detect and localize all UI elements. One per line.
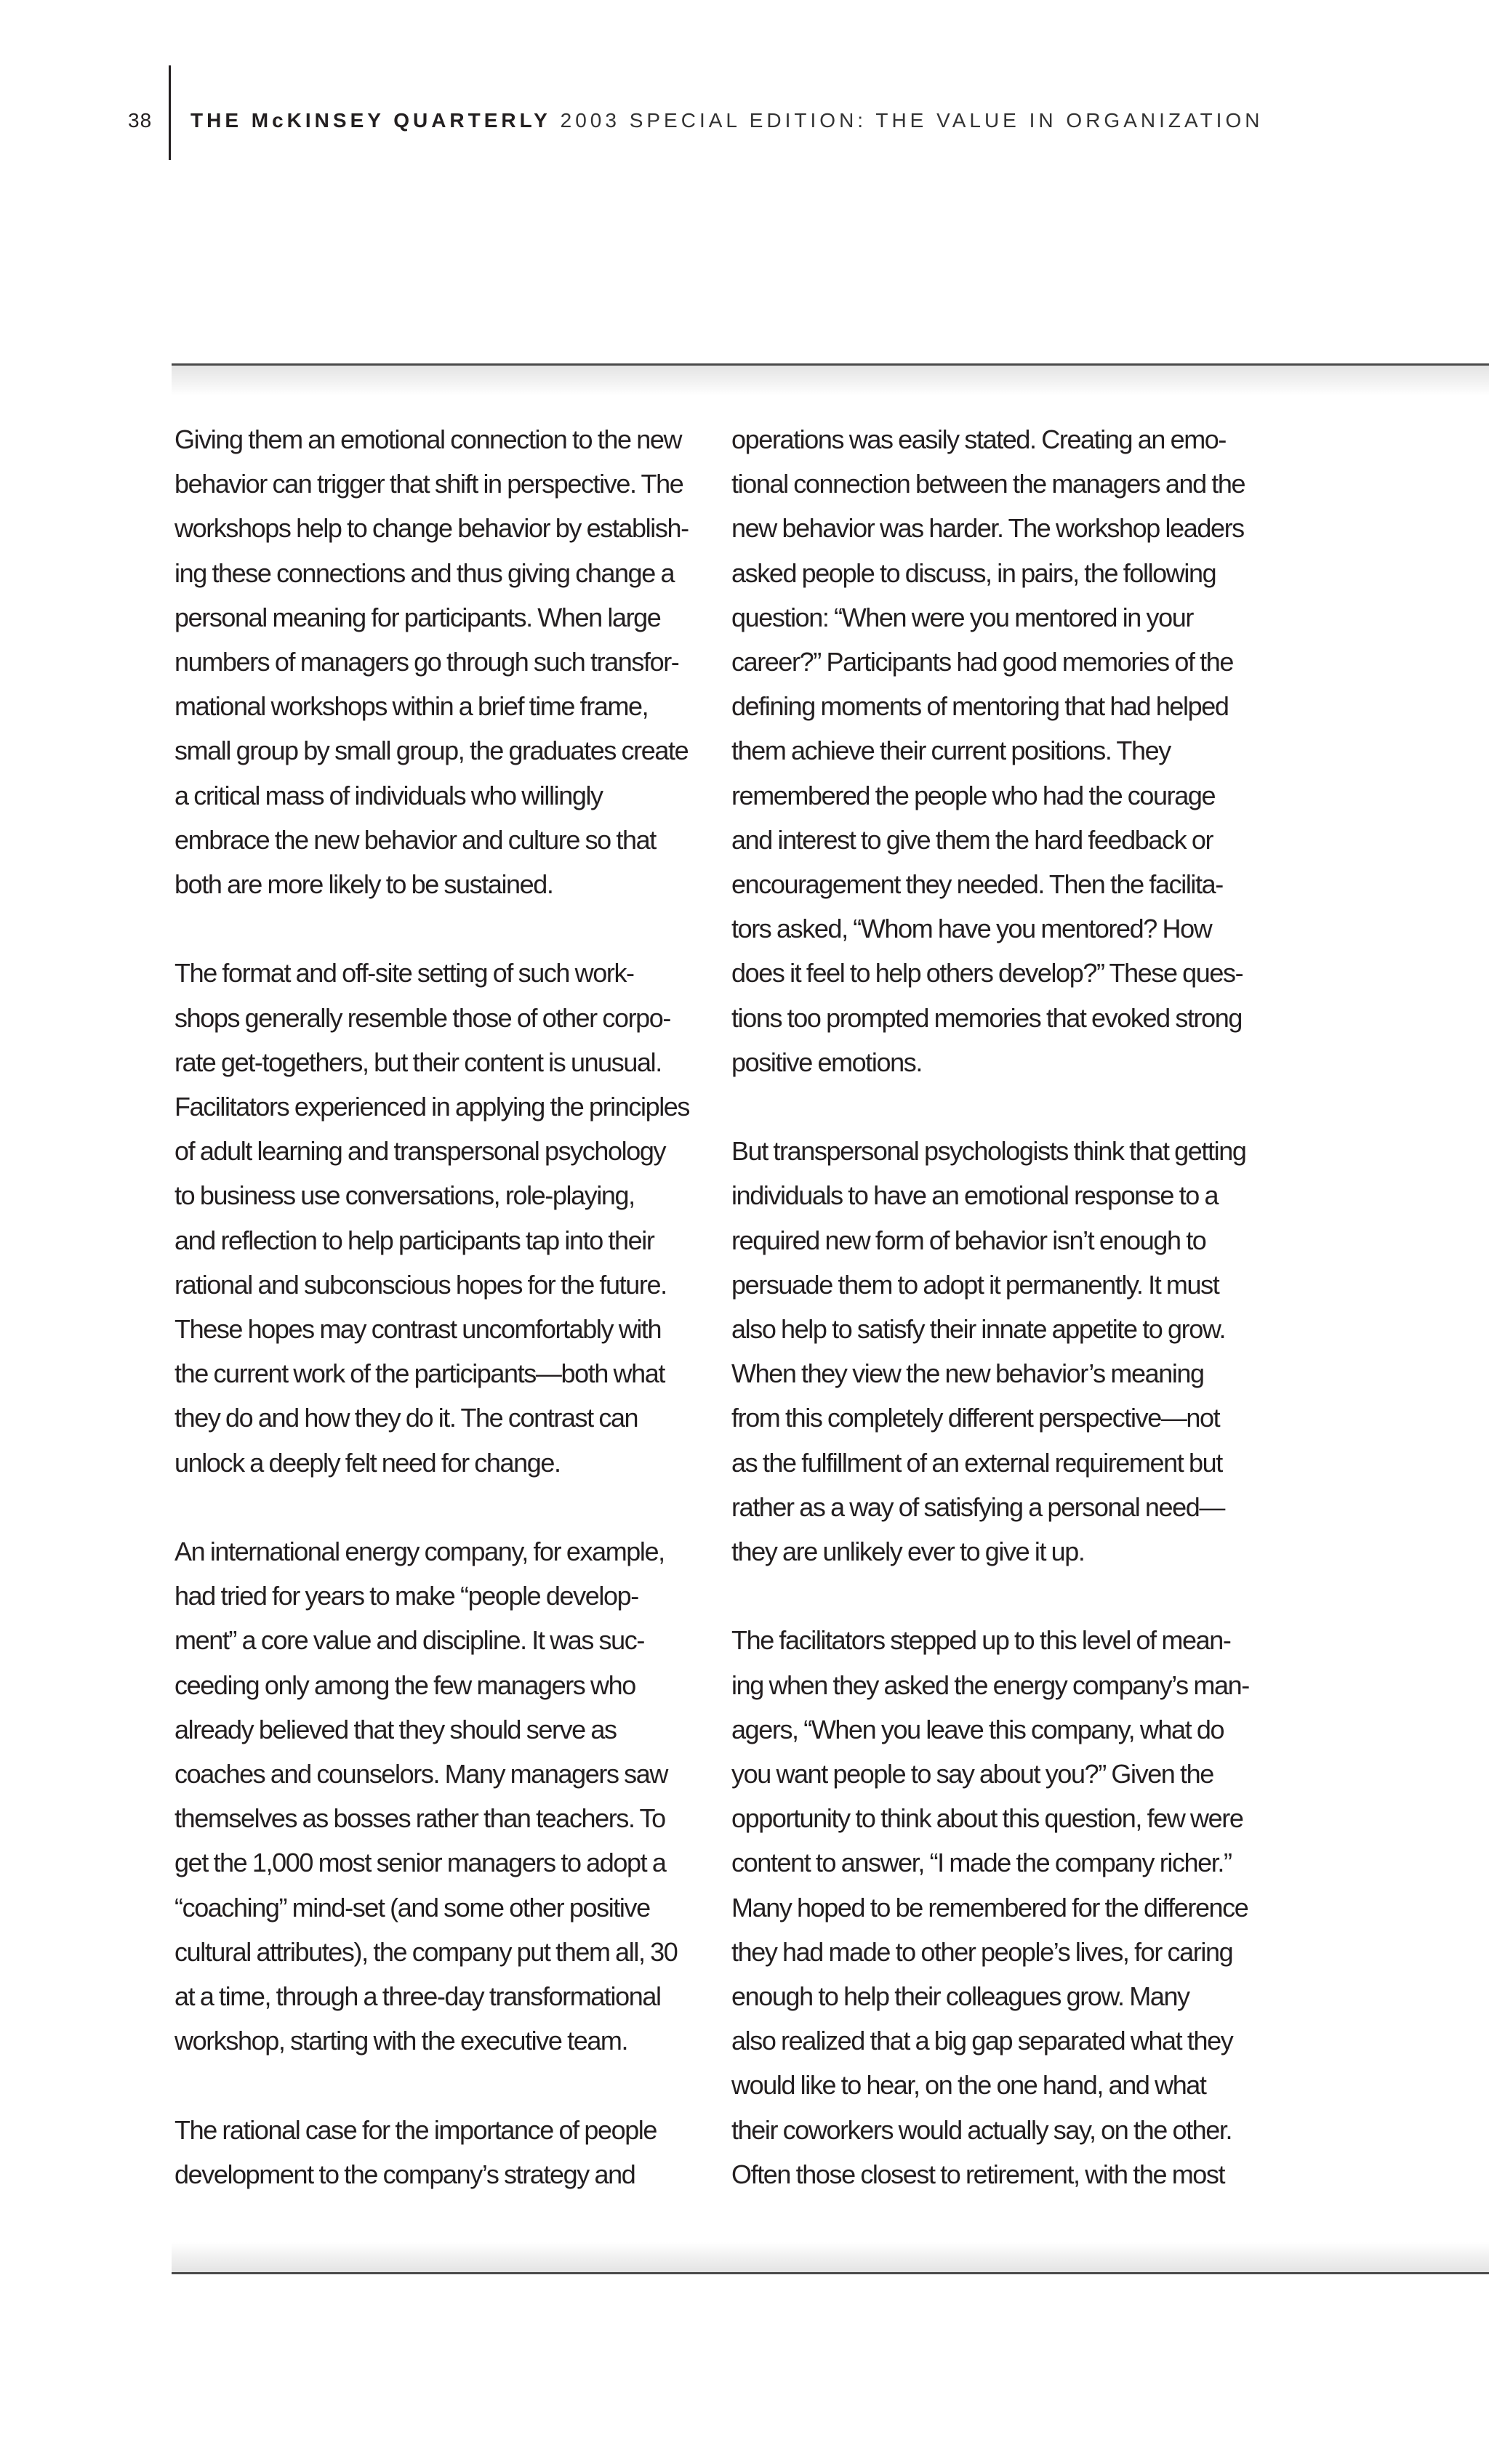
text-line: workshops help to change behavior by establish- bbox=[174, 513, 689, 544]
text-line: had tried for years to make “people develop- bbox=[174, 1581, 638, 1611]
text-line: ing when they asked the energy company’s man- bbox=[731, 1670, 1249, 1700]
text-line: as the fulfillment of an external requirement but bbox=[731, 1447, 1222, 1478]
text-line: ing these connections and thus giving change a bbox=[174, 557, 675, 588]
text-line: The rational case for the importance of people bbox=[174, 2114, 657, 2145]
text-line: numbers of managers go through such transfor- bbox=[174, 647, 679, 677]
publication-name: THE McKINSEY QUARTERLY bbox=[190, 109, 551, 132]
text-line: Often those closest to retirement, with the most bbox=[731, 2159, 1225, 2189]
text-line: both are more likely to be sustained. bbox=[174, 869, 553, 900]
text-line: enough to help their colleagues grow. Many bbox=[731, 1981, 1189, 2012]
text-line: embrace the new behavior and culture so that bbox=[174, 824, 656, 855]
left-text-column bbox=[174, 417, 705, 2241]
text-line: tors asked, “Whom have you mentored? How bbox=[731, 914, 1212, 944]
text-line: they are unlikely ever to give it up. bbox=[731, 1537, 1085, 1567]
body-paragraph bbox=[174, 2108, 705, 2197]
text-line: agers, “When you leave this company, what do bbox=[731, 1714, 1224, 1744]
body-paragraph bbox=[731, 1618, 1262, 2197]
bottom-band-rule bbox=[172, 2272, 1489, 2274]
text-line: “coaching” mind-set (and some other positive bbox=[174, 1892, 650, 1923]
text-line: encouragement they needed. Then the facilita- bbox=[731, 869, 1223, 900]
text-line: personal meaning for participants. When large bbox=[174, 602, 661, 632]
header-vertical-rule bbox=[169, 65, 171, 160]
text-line: and reflection to help participants tap into their bbox=[174, 1225, 654, 1255]
text-line: the current work of the participants—both what bbox=[174, 1358, 665, 1389]
text-line: themselves as bosses rather than teachers. To bbox=[174, 1803, 665, 1834]
text-line: they had made to other people’s lives, for caring bbox=[731, 1936, 1233, 1967]
text-line: When they view the new behavior’s meaning bbox=[731, 1358, 1204, 1389]
text-line: Giving them an emotional connection to the new bbox=[174, 424, 682, 454]
text-line: a critical mass of individuals who willingly bbox=[174, 780, 603, 810]
text-line: career?” Participants had good memories of the bbox=[731, 647, 1233, 677]
text-line: But transpersonal psychologists think that getting bbox=[731, 1136, 1246, 1167]
text-line: An international energy company, for example, bbox=[174, 1537, 665, 1567]
body-paragraph bbox=[731, 417, 1262, 1084]
text-line: tions too prompted memories that evoked strong bbox=[731, 1002, 1243, 1033]
text-line: ment” a core value and discipline. It was suc- bbox=[174, 1625, 644, 1656]
text-line: defining moments of mentoring that had helped bbox=[731, 691, 1229, 722]
text-line: already believed that they should serve as bbox=[174, 1714, 617, 1744]
text-line: opportunity to think about this question, few were bbox=[731, 1803, 1243, 1834]
right-text-column bbox=[731, 417, 1262, 2241]
text-line: also realized that a big gap separated what they bbox=[731, 2026, 1233, 2056]
text-line: also help to satisfy their innate appetite to grow. bbox=[731, 1314, 1226, 1345]
top-band-rule bbox=[172, 363, 1489, 366]
text-line: tional connection between the managers and the bbox=[731, 469, 1245, 499]
text-line: new behavior was harder. The workshop leaders bbox=[731, 513, 1244, 544]
text-line: coaches and counselors. Many managers saw bbox=[174, 1759, 667, 1789]
text-line: The facilitators stepped up to this level of mean- bbox=[731, 1625, 1231, 1656]
text-line: development to the company’s strategy and bbox=[174, 2159, 635, 2189]
running-head bbox=[0, 65, 1489, 160]
text-line: small group by small group, the graduates create bbox=[174, 736, 689, 766]
text-line: individuals to have an emotional response to a bbox=[731, 1180, 1219, 1211]
text-line: shops generally resemble those of other corpo- bbox=[174, 1002, 671, 1033]
text-line: their coworkers would actually say, on the other. bbox=[731, 2114, 1232, 2145]
text-line: rational and subconscious hopes for the future. bbox=[174, 1269, 667, 1300]
text-line: rather as a way of satisfying a personal need— bbox=[731, 1491, 1225, 1522]
bottom-shaded-band bbox=[172, 2242, 1489, 2274]
body-paragraph bbox=[174, 417, 705, 906]
text-line: These hopes may contrast uncomfortably with bbox=[174, 1314, 662, 1345]
text-line: of adult learning and transpersonal psychology bbox=[174, 1136, 666, 1167]
body-paragraph bbox=[731, 1129, 1262, 1574]
body-paragraph bbox=[174, 1529, 705, 2063]
page-number: 38 bbox=[128, 109, 153, 132]
text-line: would like to hear, on the one hand, and what bbox=[731, 2070, 1206, 2101]
text-line: they do and how they do it. The contrast can bbox=[174, 1403, 638, 1433]
text-line: persuade them to adopt it permanently. It must bbox=[731, 1269, 1219, 1300]
text-line: from this completely different perspective—not bbox=[731, 1403, 1220, 1433]
text-line: content to answer, “I made the company richer.” bbox=[731, 1848, 1232, 1878]
edition-title: 2003 SPECIAL EDITION: THE VALUE IN ORGANIZATION bbox=[560, 109, 1264, 132]
text-line: you want people to say about you?” Given the bbox=[731, 1759, 1213, 1789]
text-line: positive emotions. bbox=[731, 1047, 922, 1077]
text-line: workshop, starting with the executive team. bbox=[174, 2026, 628, 2056]
text-line: The format and off-site setting of such work- bbox=[174, 958, 634, 989]
text-line: mational workshops within a brief time frame, bbox=[174, 691, 649, 722]
text-line: cultural attributes), the company put them all, 30 bbox=[174, 1936, 678, 1967]
text-line: them achieve their current positions. They bbox=[731, 736, 1171, 766]
text-line: question: “When were you mentored in your bbox=[731, 602, 1193, 632]
text-line: required new form of behavior isn’t enough to bbox=[731, 1225, 1206, 1255]
text-line: remembered the people who had the courage bbox=[731, 780, 1216, 810]
top-shaded-band bbox=[172, 363, 1489, 395]
text-line: asked people to discuss, in pairs, the following bbox=[731, 557, 1216, 588]
text-line: at a time, through a three-day transformational bbox=[174, 1981, 661, 2012]
body-paragraph bbox=[174, 951, 705, 1484]
text-line: ceeding only among the few managers who bbox=[174, 1670, 635, 1700]
text-line: rate get-togethers, but their content is unusual. bbox=[174, 1047, 662, 1077]
text-line: Facilitators experienced in applying the principles bbox=[174, 1092, 690, 1122]
text-line: unlock a deeply felt need for change. bbox=[174, 1447, 561, 1478]
text-line: does it feel to help others develop?” These ques- bbox=[731, 958, 1243, 989]
text-line: operations was easily stated. Creating an emo- bbox=[731, 424, 1226, 454]
text-line: behavior can trigger that shift in perspective. The bbox=[174, 469, 683, 499]
text-line: and interest to give them the hard feedback or bbox=[731, 824, 1213, 855]
running-head-title bbox=[190, 110, 1263, 131]
text-line: get the 1,000 most senior managers to adopt a bbox=[174, 1848, 666, 1878]
text-line: Many hoped to be remembered for the difference bbox=[731, 1892, 1248, 1923]
text-line: to business use conversations, role-playing, bbox=[174, 1180, 635, 1211]
